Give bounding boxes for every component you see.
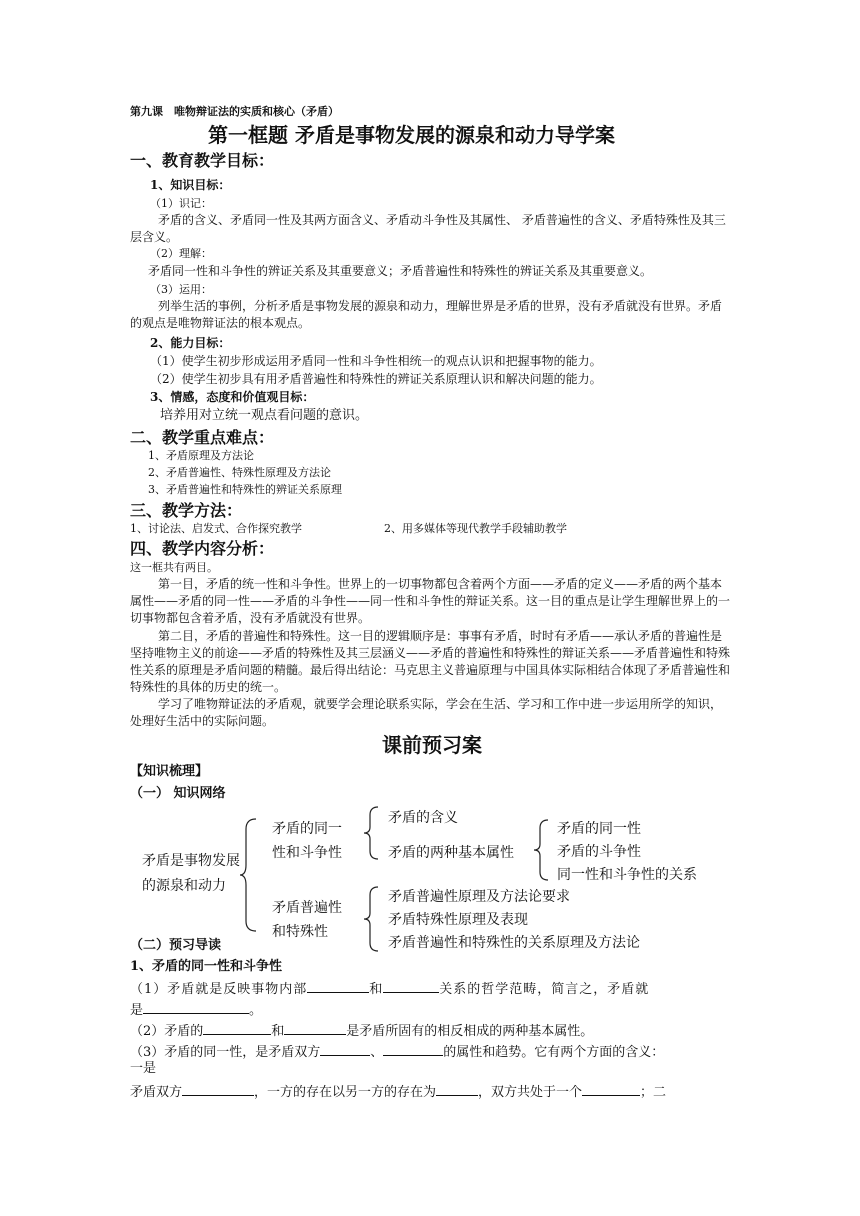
question-2: （2）矛盾的 和 是矛盾所固有的相反相成的两种基本属性。 bbox=[130, 1020, 593, 1042]
content-para-1: 第一目，矛盾的统一性和斗争性。世界上的一切事物都包含着两个方面——矛盾的定义——矛盾的两个基本属性——矛盾的同一性——矛盾的斗争性——同一性和斗争性的辩证关系。这一目的重点是让学生理解世界上的一切事物都包含着矛盾，没有矛盾就没有世界。 bbox=[130, 577, 731, 625]
blank[interactable] bbox=[182, 1081, 254, 1096]
method-item-2: 2、用多媒体等现代教学手段辅助教学 bbox=[384, 522, 567, 535]
content-para-3: 学习了唯物辩证法的矛盾观，就要学会理论联系实际，学会在生活、学习和工作中进一步运用所学的知识，处理好生活中的实际问题。 bbox=[130, 697, 723, 728]
blank[interactable] bbox=[436, 1081, 478, 1096]
blank[interactable] bbox=[284, 1020, 346, 1035]
blank[interactable] bbox=[320, 1041, 370, 1056]
section2-heading: 二、教学重点难点： bbox=[130, 428, 275, 447]
blank[interactable] bbox=[383, 978, 439, 993]
preview-heading: 课前预习案 bbox=[382, 733, 482, 757]
blank[interactable] bbox=[143, 999, 249, 1014]
memory-text: 矛盾的含义、矛盾同一性及其两方面含义、矛盾动斗争性及其属性、 矛盾普遍性的含义、矛盾特殊性及其三层含义。 bbox=[130, 213, 726, 244]
content-para-2: 第二目，矛盾的普遍性和特殊性。这一目的逻辑顺序是：事事有矛盾，时时有矛盾——承认矛盾的普遍性是坚持唯物主义的前途——矛盾的特殊性及其三层涵义——矛盾的普遍性和特殊性的辩证关系——矛盾普遍性和特殊性关系的原理是矛盾问题的精髓。最后得出结论：马克思主义普遍原理与中国具体实际相结合体现了矛盾普遍性和特殊性的具体的历史的统一。 bbox=[130, 629, 731, 694]
knowledge-sort-label: 【知识梳理】 bbox=[130, 764, 209, 779]
ability-item-2: （2）使学生初步具有用矛盾普遍性和特殊性的辨证关系原理认识和解决问题的能力。 bbox=[150, 372, 602, 386]
guide-subheading: 1、矛盾的同一性和斗争性 bbox=[130, 959, 283, 974]
diagram-branch1-brace bbox=[362, 805, 382, 861]
diagram-b1-sub2: 矛盾的斗争性 bbox=[557, 844, 641, 860]
section1-heading: 一、教育教学目标： bbox=[130, 151, 275, 170]
focus-item-2: 2、矛盾普遍性、特殊性原理及方法论 bbox=[148, 466, 331, 479]
diagram-branch1-line2: 性和斗争性 bbox=[272, 845, 342, 861]
diagram-branch2-line2: 和特殊性 bbox=[272, 924, 328, 940]
diagram-b2-item2: 矛盾特殊性原理及表现 bbox=[388, 912, 528, 928]
question-1-line2: 是 。 bbox=[130, 999, 262, 1021]
memory-label: （1）识记： bbox=[150, 197, 212, 210]
blank[interactable] bbox=[582, 1081, 640, 1096]
emotion-goal-heading: 3、情感，态度和价值观目标： bbox=[150, 390, 315, 404]
diagram-b2-item3: 矛盾普遍性和特殊性的关系原理及方法论 bbox=[388, 935, 640, 951]
diagram-branch1-line1: 矛盾的同一 bbox=[272, 821, 342, 837]
question-1-line1: （1）矛盾就是反映事物内部 和 关系的哲学范畴，简言之，矛盾就 bbox=[130, 978, 649, 1000]
lesson-line: 第九课 唯物辩证法的实质和核心（矛盾） bbox=[130, 105, 339, 118]
question-3-line2: 一是 bbox=[130, 1061, 157, 1076]
blank[interactable] bbox=[203, 1020, 271, 1035]
diagram-b1-item2: 矛盾的两种基本属性 bbox=[388, 845, 514, 861]
diagram-b2-item1: 矛盾普遍性原理及方法论要求 bbox=[388, 889, 570, 905]
diagram-b1-item1: 矛盾的含义 bbox=[388, 810, 458, 826]
diagram-b1-sub-brace bbox=[532, 818, 552, 882]
question-3-line3: 矛盾双方 ，一方的存在以另一方的存在为 ，双方共处于一个 ；二 bbox=[130, 1081, 666, 1103]
apply-label: （3）运用： bbox=[150, 283, 212, 296]
section3-heading: 三、教学方法： bbox=[130, 501, 243, 520]
ability-item-1: （1）使学生初步形成运用矛盾同一性和斗争性相统一的观点认识和把握事物的能力。 bbox=[150, 354, 602, 368]
diagram-b1-sub3: 同一性和斗争性的关系 bbox=[557, 867, 697, 883]
diagram-branch2-line1: 矛盾普遍性 bbox=[272, 900, 342, 916]
content-intro: 这一框共有两目。 bbox=[130, 561, 218, 574]
method-item-1: 1、讨论法、启发式、合作探究教学 bbox=[130, 522, 302, 535]
diagram-root-line1: 矛盾是事物发展 bbox=[142, 853, 240, 869]
blank[interactable] bbox=[307, 978, 369, 993]
question-3-line1: （3）矛盾的同一性，是矛盾双方 、 的属性和趋势。它有两个方面的含义： bbox=[130, 1041, 664, 1063]
page-title: 第一框题 矛盾是事物发展的源泉和动力导学案 bbox=[208, 123, 615, 147]
diagram-branch2-brace bbox=[362, 885, 382, 953]
focus-item-1: 1、矛盾原理及方法论 bbox=[148, 449, 254, 462]
ability-goal-heading: 2、能力目标： bbox=[150, 336, 231, 350]
understand-text: 矛盾同一性和斗争性的辨证关系及其重要意义；矛盾普遍性和特殊性的辨证关系及其重要意义。 bbox=[148, 264, 653, 278]
knowledge-goal-heading: 1、知识目标： bbox=[150, 178, 231, 192]
blank[interactable] bbox=[383, 1041, 443, 1056]
guide-label: （二）预习导读 bbox=[130, 938, 222, 953]
section4-heading: 四、教学内容分析： bbox=[130, 539, 275, 558]
focus-item-3: 3、矛盾普遍性和特殊性的辨证关系原理 bbox=[148, 483, 342, 496]
diagram-main-brace bbox=[240, 815, 260, 935]
understand-label: （2）理解： bbox=[150, 247, 212, 260]
apply-text: 列举生活的事例，分析矛盾是事物发展的源泉和动力，理解世界是矛盾的世界，没有矛盾就没有世界。矛盾的观点是唯物辩证法的根本观点。 bbox=[130, 299, 723, 330]
diagram-root-line2: 的源泉和动力 bbox=[142, 878, 226, 894]
network-label: （一） 知识网络 bbox=[130, 786, 226, 801]
emotion-text: 培养用对立统一观点看问题的意识。 bbox=[160, 408, 369, 423]
diagram-b1-sub1: 矛盾的同一性 bbox=[557, 821, 641, 837]
